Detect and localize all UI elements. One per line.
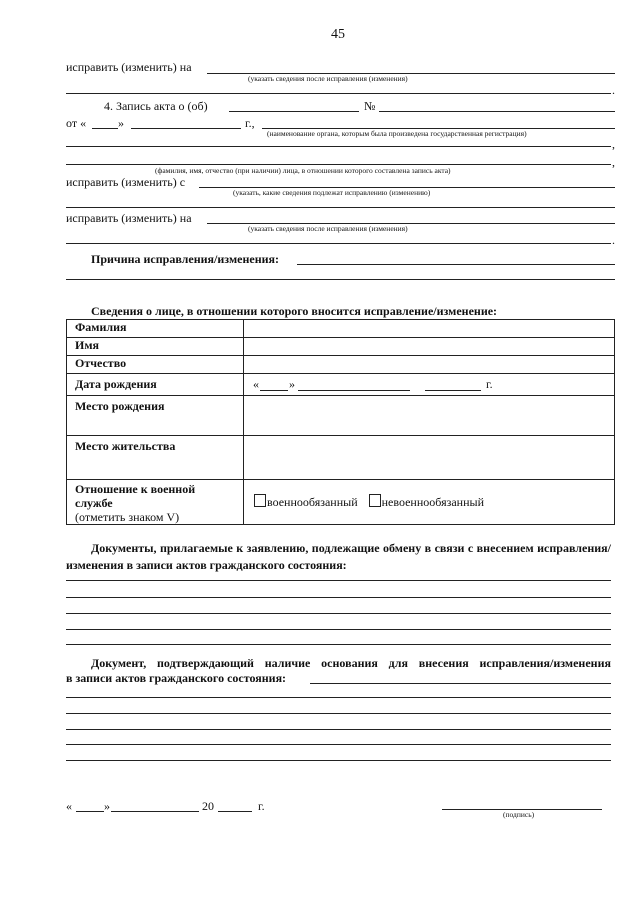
liable-label: военнообязанный bbox=[267, 495, 358, 509]
fix-to-field-2[interactable] bbox=[66, 243, 611, 244]
act-record-title: 4. Запись акта о (об) bbox=[104, 99, 208, 113]
birth-date-close: » bbox=[289, 377, 295, 391]
residence-value[interactable] bbox=[244, 436, 615, 480]
organ-hint: (наименование органа, которым была произведена государственная регистрация) bbox=[267, 129, 527, 138]
reason-field-2[interactable] bbox=[66, 279, 615, 280]
person-hint: (фамилия, имя, отчество (при наличии) лица, в отношении которого составлена запись акта) bbox=[155, 166, 451, 175]
person-table bbox=[66, 319, 615, 525]
fix-from-field-2[interactable] bbox=[66, 207, 615, 208]
organ-field-2[interactable] bbox=[66, 146, 611, 147]
military-note: (отметить знаком V) bbox=[75, 510, 180, 524]
confirm-paragraph-line2: в записи актов гражданского состояния: bbox=[66, 671, 287, 685]
documents-paragraph: Документы, прилагаемые к заявлению, подлежащие обмену в связи с внесением исправления/изменения в записи актов гражданского состояния: bbox=[66, 541, 611, 572]
confirm-field[interactable] bbox=[310, 683, 611, 684]
person-section-title: Сведения о лице, в отношении которого вносится исправление/изменение: bbox=[91, 304, 498, 318]
military-options bbox=[244, 480, 615, 525]
fix-to-label: исправить (изменить) на bbox=[66, 211, 192, 225]
line-end-dot-2: . bbox=[612, 233, 615, 247]
act-day-field[interactable] bbox=[92, 128, 118, 129]
documents-line-1[interactable] bbox=[66, 580, 611, 581]
line-end-dot: . bbox=[612, 83, 615, 97]
confirm-line-5[interactable] bbox=[66, 760, 611, 761]
birth-date-label: Дата рождения bbox=[67, 374, 244, 396]
birth-year-suffix: г. bbox=[486, 377, 493, 391]
footer-day-field[interactable] bbox=[76, 811, 104, 812]
documents-line-5[interactable] bbox=[66, 644, 611, 645]
military-label: Отношение к военной службе bbox=[75, 482, 196, 510]
military-cell bbox=[67, 480, 244, 525]
page-number: 45 bbox=[331, 27, 345, 42]
confirm-line-1[interactable] bbox=[66, 697, 611, 698]
birth-place-value[interactable] bbox=[244, 396, 615, 436]
fix-to-label-top: исправить (изменить) на bbox=[66, 60, 192, 74]
number-sign: № bbox=[364, 99, 376, 113]
birth-place-label: Место рождения bbox=[67, 396, 244, 436]
comma-2: , bbox=[612, 155, 615, 169]
footer-date-close: » bbox=[104, 799, 110, 813]
not-liable-label: невоеннообязанный bbox=[381, 495, 484, 509]
act-type-field[interactable] bbox=[229, 111, 359, 112]
birth-date-open: « bbox=[253, 377, 259, 391]
confirm-paragraph-line1: Документ, подтверждающий наличие основания для внесения исправления/изменения bbox=[91, 656, 611, 670]
birth-month-field[interactable] bbox=[298, 390, 410, 391]
fix-to-field-top-2[interactable] bbox=[66, 93, 611, 94]
person-field[interactable] bbox=[66, 164, 611, 165]
residence-label: Место жительства bbox=[67, 436, 244, 480]
documents-line-2[interactable] bbox=[66, 597, 611, 598]
birth-year-field[interactable] bbox=[425, 390, 481, 391]
patronymic-value[interactable] bbox=[244, 356, 615, 374]
act-number-field[interactable] bbox=[379, 111, 615, 112]
fix-from-label: исправить (изменить) с bbox=[66, 175, 186, 189]
footer-year-suffix: г. bbox=[258, 799, 265, 813]
fix-from-hint: (указать, какие сведения подлежат исправлению (изменению) bbox=[233, 188, 431, 197]
footer-date-open: « bbox=[66, 799, 72, 813]
name-value[interactable] bbox=[244, 338, 615, 356]
footer-month-field[interactable] bbox=[111, 811, 199, 812]
surname-value[interactable] bbox=[244, 320, 615, 338]
date-from-label: от « bbox=[66, 116, 87, 130]
liable-checkbox[interactable] bbox=[254, 494, 266, 507]
birth-day-field[interactable] bbox=[260, 390, 288, 391]
date-quote-close: » bbox=[118, 116, 124, 130]
act-month-field[interactable] bbox=[131, 128, 241, 129]
confirm-line-3[interactable] bbox=[66, 729, 611, 730]
footer-century: 20 bbox=[202, 799, 214, 813]
fix-to-hint: (указать сведения после исправления (изменения) bbox=[248, 224, 408, 233]
reason-label: Причина исправления/изменения: bbox=[91, 252, 280, 266]
name-label: Имя bbox=[67, 338, 244, 356]
surname-label: Фамилия bbox=[67, 320, 244, 338]
fix-to-hint-top: (указать сведения после исправления (изменения) bbox=[248, 74, 408, 83]
not-liable-checkbox[interactable] bbox=[369, 494, 381, 507]
comma-1: , bbox=[612, 137, 615, 151]
birth-date-value[interactable] bbox=[244, 374, 615, 396]
footer-year-field[interactable] bbox=[218, 811, 252, 812]
confirm-line-4[interactable] bbox=[66, 744, 611, 745]
patronymic-label: Отчество bbox=[67, 356, 244, 374]
year-suffix: г., bbox=[245, 116, 255, 130]
documents-line-4[interactable] bbox=[66, 629, 611, 630]
confirm-line-2[interactable] bbox=[66, 713, 611, 714]
reason-field[interactable] bbox=[297, 264, 615, 265]
signature-hint: (подпись) bbox=[503, 810, 535, 819]
documents-line-3[interactable] bbox=[66, 613, 611, 614]
